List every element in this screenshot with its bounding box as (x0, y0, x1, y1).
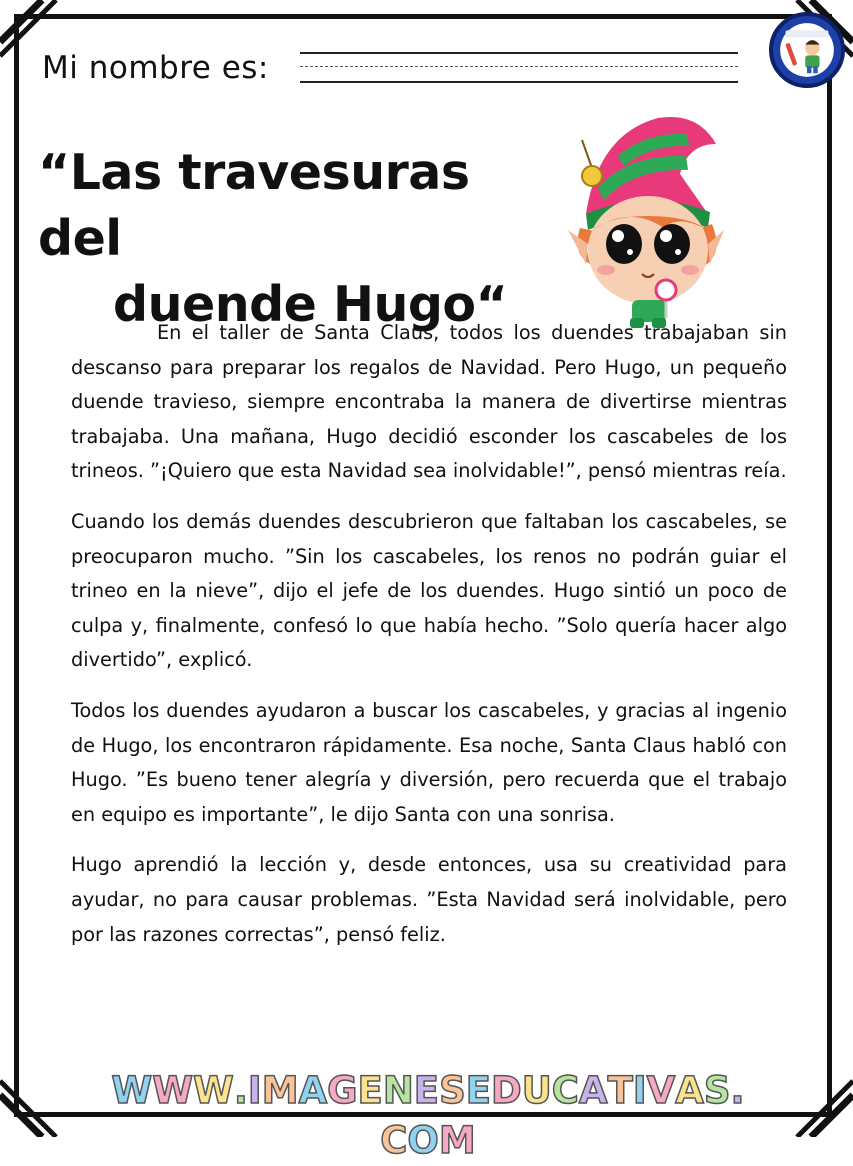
website-letter: W (152, 1069, 194, 1112)
website-footer (104, 1066, 752, 1162)
website-letter: U (521, 1069, 552, 1112)
website-letter: A (578, 1069, 608, 1112)
website-letter: . (730, 1069, 745, 1112)
website-letter: W (111, 1069, 153, 1112)
story-paragraph: En el taller de Santa Claus, todos los duendes trabajaban sin descanso para preparar los regalos de Navidad. Pero Hugo, un pequeño duende travieso, siempre encontraba la manera de divertirse mientras trabajaba. Una mañana, Hugo decidió esconder los cascabeles de los trineos. ”¡Quiero que esta Navidad sea inolvidable!”, pensó mientras reía. (71, 321, 787, 483)
website-letter: M (438, 1119, 476, 1162)
title-line-2: duende Hugo“ (113, 276, 508, 333)
website-letter: C (551, 1069, 579, 1112)
website-letter: W (193, 1069, 234, 1112)
website-letter: I (632, 1069, 647, 1112)
website-letter: E (357, 1069, 383, 1112)
story-paragraph: Hugo aprendió la lección y, desde entonces, usa su creatividad para ayudar, no para causar problemas. ”Esta Navidad será inolvidable, pero por las razones correctas”, pensó feliz. (71, 853, 787, 946)
corner-stripes-icon (783, 1067, 853, 1137)
website-letter: G (327, 1069, 358, 1112)
website-letter: C (380, 1119, 408, 1162)
website-letter: E (465, 1069, 491, 1112)
website-letter: O (407, 1119, 439, 1162)
story-paragraph: Cuando los demás duendes descubrieron que faltaban los cascabeles, se preocuparon mucho. ”Sin los cascabeles, los renos no podrán guiar el trineo en la nieve”, dijo el jefe de los duendes. Hugo sintió un poco de culpa y, finalmente, confesó lo que había hecho. ”Solo quería hacer algo divertido”, explicó. (71, 509, 787, 672)
website-letter: . (233, 1069, 248, 1112)
story-text (71, 316, 787, 968)
website-letter: M (261, 1069, 299, 1112)
website-letter: A (298, 1069, 328, 1112)
website-letter: I (247, 1069, 262, 1112)
website-letter: T (607, 1069, 633, 1112)
story-title (38, 140, 558, 338)
website-letter: D (491, 1069, 522, 1112)
story-paragraph: Todos los duendes ayudaron a buscar los cascabeles, y gracias al ingenio de Hugo, los encontraron rápidamente. Esa noche, Santa Claus habló con Hugo. ”Es bueno tener alegría y diversión, pero recuerda que el trabajo en equipo es importante”, le dijo Santa con una sonrisa. (71, 698, 787, 826)
title-line-1: “Las travesuras del (38, 144, 470, 267)
corner-stripes-icon (0, 1067, 70, 1137)
name-field-row (40, 44, 740, 94)
website-letter: S (703, 1069, 731, 1112)
name-label: Mi nombre es: (42, 50, 269, 86)
website-letter: V (646, 1069, 676, 1112)
name-writing-lines[interactable] (300, 48, 738, 90)
website-letter: S (439, 1069, 466, 1112)
mini-boy-logo-icon (769, 12, 845, 88)
elf-illustration-icon (568, 104, 724, 332)
website-letter: E (413, 1069, 440, 1112)
website-letter: N (382, 1069, 414, 1112)
website-url (104, 1066, 752, 1166)
website-letter: A (675, 1069, 704, 1112)
